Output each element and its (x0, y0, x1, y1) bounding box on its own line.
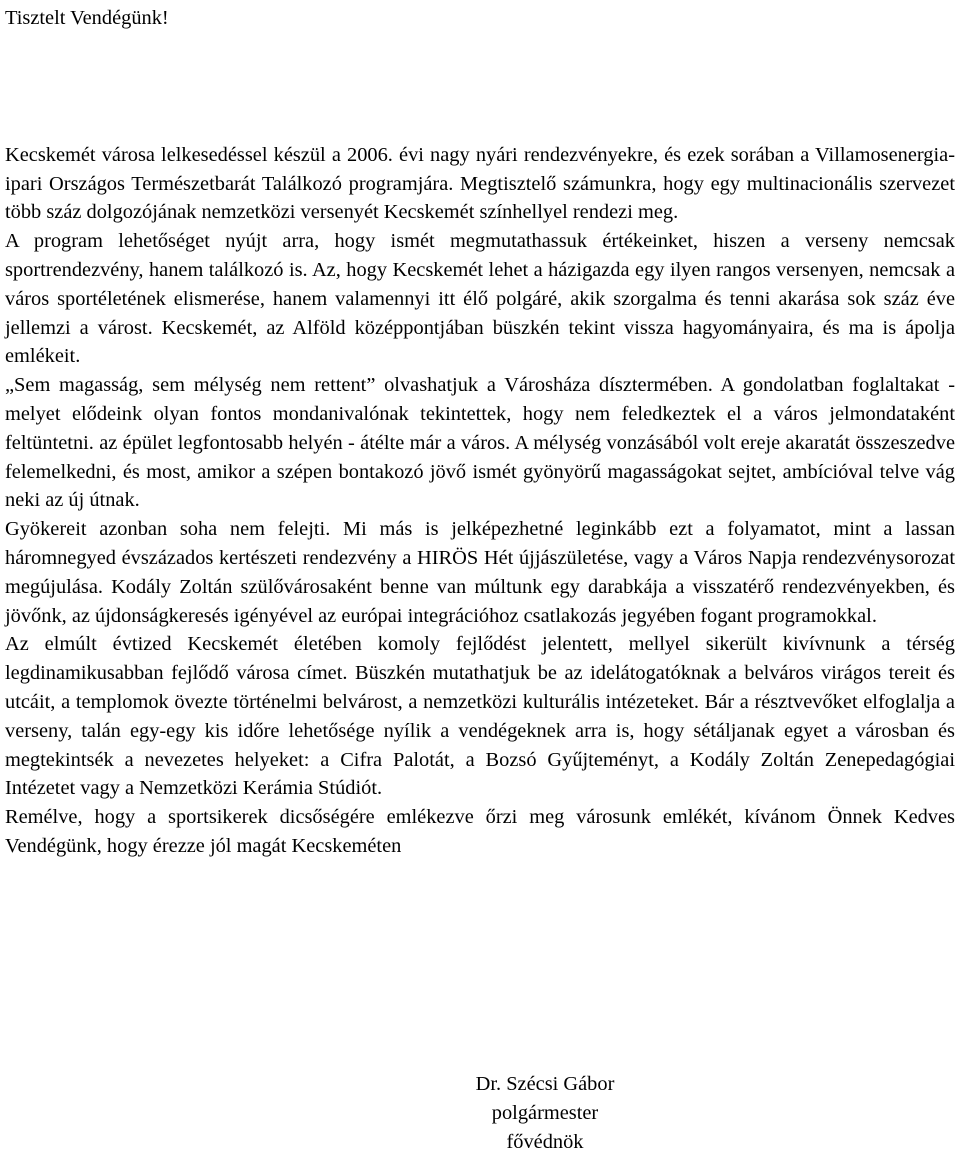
signer-role: fővédnök (506, 1131, 584, 1153)
paragraph: „Sem magasság, sem mélység nem rettent” olvashatjuk a Városháza dísztermében. A gondolatban foglaltakat - melyet elődeink olyan fontos mondanivalónak tekintettek, hogy nem feledkeztek el a város jelmondataként feltüntetni. az épület legfontosabb helyén - átélte már a város. A mélység vonzásából volt ereje akaratát összeszedve felemelkedni, és most, amikor a szépen bontakozó jövő ismét gyönyörű magasságokat sejtet, ambícióval telve vág neki az új útnak. (5, 374, 955, 512)
spacer (5, 33, 955, 141)
paragraph: Gyökereit azonban soha nem felejti. Mi más is jelképezhetné leginkább ezt a folyamatot, mint a lassan háromnegyed évszázados kertészeti rendezvény a HIRÖS Hét újjászületése, vagy a Város Napja rendezvénysorozat megújulása. Kodály Zoltán szülővárosaként benne van múltunk egy darabkája a visszatérő rendezvényekben, és jövőnk, az újdonságkeresés igényével az európai integrációhoz csatlakozás jegyében fogant programokkal. (5, 518, 955, 627)
greeting-heading: Tisztelt Vendégünk! (5, 7, 169, 29)
paragraph: A program lehetőséget nyújt arra, hogy ismét megmutathassuk értékeinket, hiszen a verseny nemcsak sportrendezvény, hanem találkozó is. Az, hogy Kecskemét lehet a házigazda egy ilyen rangos versenyen, nemcsak a város sportéletének elismerése, hanem valamennyi itt élő polgáré, akik szorgalma és tenni akarása sok száz éve jellemzi a várost. Kecskemét, az Alföld középpontjában büszkén tekint vissza hagyományaira, és ma is ápolja emlékeit. (5, 230, 955, 368)
letter (5, 4, 955, 861)
signer-name: Dr. Szécsi Gábor (475, 1073, 615, 1095)
paragraph: Remélve, hogy a sportsikerek dicsőségére emlékezve őrzi meg városunk emlékét, kívánom Önnek Kedves Vendégünk, hogy érezze jól magát Kecskeméten (5, 806, 955, 857)
signature-block (380, 1070, 710, 1157)
paragraph: Kecskemét városa lelkesedéssel készül a 2006. évi nagy nyári rendezvényekre, és ezek sorában a Villamosenergia-ipari Országos Természetbarát Találkozó programjára. Megtisztelő számunkra, hogy egy multinacionális szervezet több száz dolgozójának nemzetközi versenyét Kecskemét színhellyel rendezi meg. (5, 143, 955, 224)
paragraph: Az elmúlt évtized Kecskemét életében komoly fejlődést jelentett, mellyel sikerült kivívnunk a térség legdinamikusabban fejlődő városa címet. Büszkén mutathatjuk be az idelátogatóknak a belváros virágos tereit és utcáit, a templomok övezte történelmi belvárost, a nemzetközi kulturális intézeteket. Bár a résztvevőket elfoglalja a verseny, talán egy-egy kis időre lehetősége nyílik a vendégeknek arra is, hogy sétáljanak egyet a városban és megtekintsék a nevezetes helyeket: a Cifra Palotát, a Bozsó Gyűjteményt, a Kodály Zoltán Zenepedagógiai Intézetet vagy a Nemzetközi Kerámia Stúdiót. (5, 633, 955, 800)
letter-body (5, 141, 955, 861)
signer-title: polgármester (491, 1102, 599, 1124)
